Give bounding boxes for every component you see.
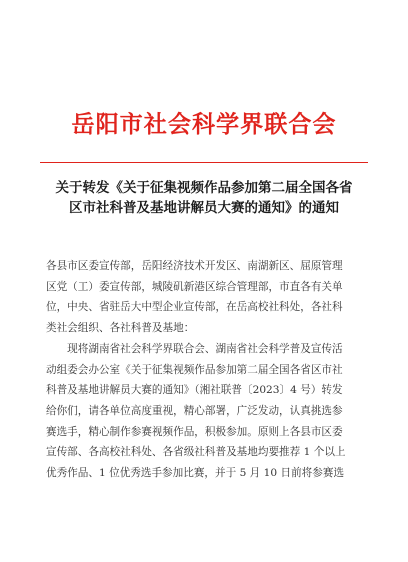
notice-title-line: 区市社科普及基地讲解员大赛的通知》的通知 <box>69 200 339 216</box>
notice-title <box>40 178 368 218</box>
body-line: 科普及基地讲解员大赛的通知》（湘社联普〔2023〕4 号）转发 <box>46 384 343 397</box>
body-line: 动组委会办公室《关于征集视频作品参加第二届全国各省区市社 <box>46 363 343 376</box>
letterhead-title: 岳阳市社会科学界联合会 <box>71 111 337 138</box>
body-line: 区党（工）委宣传部，城陵矶新港区综合管理部，市直各有关单 <box>46 280 343 293</box>
body-line: 现将湖南省社会科学界联合会、湖南省社会科学普及宣传活 <box>46 342 343 355</box>
notice-body <box>46 256 362 484</box>
letterhead-red-rule <box>40 162 368 163</box>
body-line: 各县市区委宣传部，岳阳经济技术开发区、南湖新区、屈原管理 <box>46 260 343 272</box>
body-line: 赛选手，精心制作参赛视频作品，积极参加。原则上各县市区委 <box>46 425 343 438</box>
body-line: 给你们，请各单位高度重视，精心部署，广泛发动，认真挑选参 <box>46 404 343 417</box>
body-line: 位，中央、省驻岳大中型企业宣传部，在岳高校社科处，各社科 <box>46 301 343 314</box>
notice-title-line: 关于转发《关于征集视频作品参加第二届全国各省 <box>55 180 353 196</box>
body-line: 宣传部、各高校社科处、各省级社科普及基地均要推荐 1 个以上 <box>46 446 346 459</box>
body-line: 优秀作品、1 位优秀选手参加比赛，并于 5 月 10 日前将参赛选 <box>46 467 345 480</box>
body-line: 类社会组织、各社科普及基地： <box>46 322 195 335</box>
